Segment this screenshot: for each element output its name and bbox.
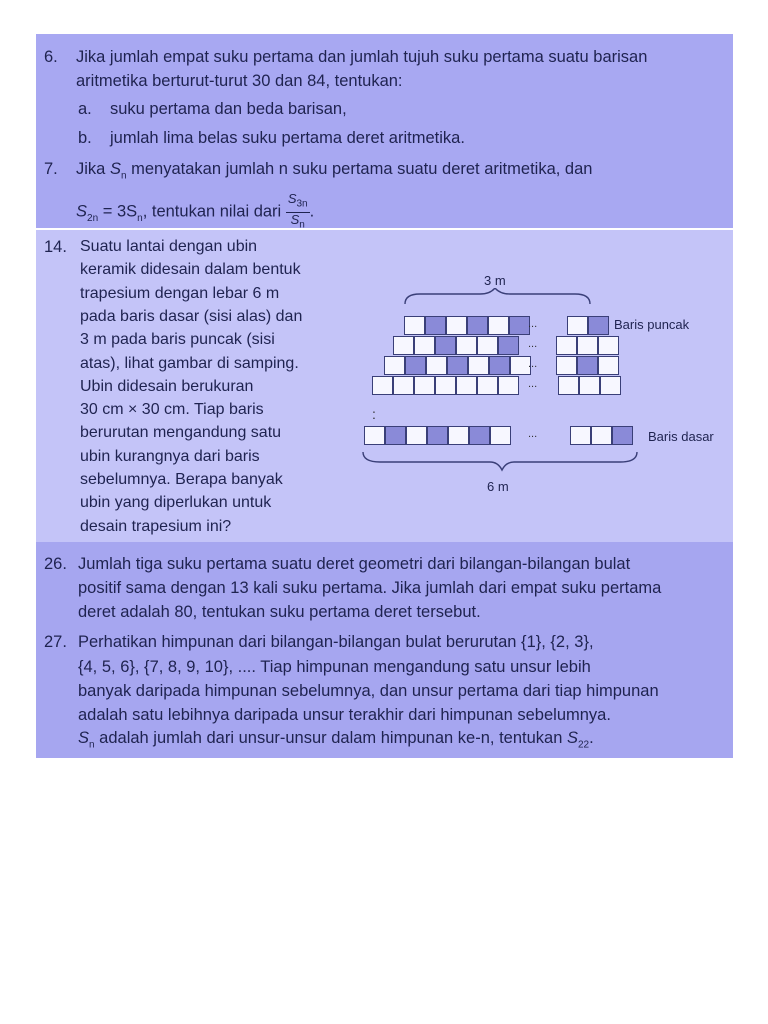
tile bbox=[427, 426, 448, 445]
q7-frac-num-var: S bbox=[287, 191, 297, 206]
q27-var-s: S bbox=[78, 729, 90, 747]
q14-line: pada baris dasar (sisi alas) dan bbox=[80, 307, 303, 325]
tile-row-left bbox=[393, 336, 519, 355]
q7-frac-num-sub: 3n bbox=[296, 198, 308, 210]
q14-line: sebelumnya. Berapa banyak bbox=[80, 471, 283, 488]
q27-end-var: S bbox=[566, 729, 578, 747]
tile bbox=[435, 376, 456, 395]
tile bbox=[570, 426, 591, 445]
tile bbox=[489, 356, 510, 375]
tile-row-left bbox=[404, 316, 530, 335]
tile bbox=[426, 356, 447, 375]
tile bbox=[477, 336, 498, 355]
q7-frac-den-sub: n bbox=[299, 219, 305, 231]
q7-number: 7. bbox=[44, 160, 58, 178]
q7-var-s: S bbox=[109, 160, 121, 178]
top-row-label: Baris puncak bbox=[614, 317, 690, 332]
tile-row-right bbox=[567, 316, 609, 335]
q14-line: atas), lihat gambar di samping. bbox=[80, 354, 299, 372]
q7-fraction bbox=[286, 192, 310, 232]
tile bbox=[498, 376, 519, 395]
tile bbox=[448, 426, 469, 445]
tile bbox=[468, 356, 489, 375]
tile bbox=[567, 316, 588, 335]
q7-frac-numerator bbox=[286, 192, 310, 213]
q27-ask: adalah jumlah dari unsur-unsur dalam himpunan ke-n, tentukan bbox=[99, 729, 563, 747]
tile bbox=[579, 376, 600, 395]
q26-line-3: deret adalah 80, tentukan suku pertama deret tersebut. bbox=[78, 603, 481, 621]
tile bbox=[384, 356, 405, 375]
tile bbox=[404, 316, 425, 335]
q7-ask: , tentukan nilai dari bbox=[142, 202, 282, 221]
tile bbox=[469, 426, 490, 445]
q7-frac-denominator bbox=[286, 213, 310, 233]
vertical-ellipsis: : bbox=[372, 406, 376, 422]
row-ellipsis: ... bbox=[528, 358, 538, 370]
q7-line-1 bbox=[76, 158, 592, 187]
q7-frac-den-var: S bbox=[290, 211, 300, 227]
q27-line-2: {4, 5, 6}, {7, 8, 9, 10}, .... Tiap himpunan mengandung satu unsur lebih bbox=[78, 658, 591, 676]
q27-line-4: adalah satu lebihnya daripada unsur terakhir dari himpunan sebelumnya. bbox=[78, 706, 611, 724]
bottom-row-label: Baris dasar bbox=[648, 429, 714, 444]
bottom-brace bbox=[360, 450, 650, 472]
q27-line-5 bbox=[78, 727, 594, 756]
tile bbox=[385, 426, 406, 445]
tile-row-left bbox=[364, 426, 511, 445]
q7-text-post: menyatakan jumlah n suku pertama suatu deret aritmetika, dan bbox=[131, 160, 593, 178]
q14-line: Ubin didesain berukuran bbox=[80, 377, 254, 395]
tile bbox=[588, 316, 609, 335]
q27-end: . bbox=[589, 729, 594, 747]
q27-line-3: banyak daripada himpunan sebelumnya, dan unsur pertama dari tiap himpunan bbox=[78, 682, 659, 700]
tile bbox=[425, 316, 446, 335]
row-ellipsis: ... bbox=[528, 378, 538, 390]
q27-number: 27. bbox=[44, 633, 67, 651]
q6-line-1: Jika jumlah empat suku pertama dan jumlah tujuh suku pertama suatu barisan bbox=[76, 48, 648, 66]
q7-mid: = 3S bbox=[102, 202, 138, 221]
tile bbox=[577, 336, 598, 355]
q7-lhs-sub: 2n bbox=[87, 212, 99, 224]
q7-mid-sub: n bbox=[137, 212, 143, 224]
q6-a-text: suku pertama dan beda barisan, bbox=[110, 100, 347, 118]
tile bbox=[591, 426, 612, 445]
q7-var-sub: n bbox=[120, 170, 127, 182]
q26-line-1: Jumlah tiga suku pertama suatu deret geometri dari bilangan-bilangan bulat bbox=[78, 555, 631, 573]
tile bbox=[498, 336, 519, 355]
row-ellipsis: ... bbox=[528, 428, 538, 440]
top-width-label: 3 m bbox=[484, 273, 506, 288]
q14-line: Suatu lantai dengan ubin bbox=[80, 238, 258, 255]
q27-end-sub: 22 bbox=[577, 739, 590, 751]
tile bbox=[414, 336, 435, 355]
q14-line: berurutan mengandung satu bbox=[80, 424, 282, 442]
tile bbox=[405, 356, 426, 375]
tile-row-left bbox=[384, 356, 531, 375]
q14-line: trapesium dengan lebar 6 m bbox=[80, 284, 280, 302]
row-ellipsis: ... bbox=[528, 338, 538, 350]
q14-line: ubin kurangnya dari baris bbox=[80, 447, 260, 465]
tile bbox=[600, 376, 621, 395]
q26-number: 26. bbox=[44, 555, 67, 573]
tile-row-right bbox=[556, 336, 619, 355]
tile bbox=[558, 376, 579, 395]
q6-b-text: jumlah lima belas suku pertama deret aritmetika. bbox=[110, 129, 465, 147]
row-ellipsis: ... bbox=[528, 318, 538, 330]
tile bbox=[393, 376, 414, 395]
tile-row-left bbox=[372, 376, 519, 395]
q7-end: . bbox=[309, 202, 315, 221]
q14-line: desain trapesium ini? bbox=[80, 517, 232, 535]
tile bbox=[456, 376, 477, 395]
tile bbox=[435, 336, 456, 355]
top-brace bbox=[360, 288, 600, 308]
q6-number: 6. bbox=[44, 48, 58, 66]
q7-lhs: S bbox=[76, 202, 88, 221]
bottom-width-label: 6 m bbox=[487, 479, 509, 494]
q7-line-2 bbox=[76, 192, 314, 232]
q7-text-pre: Jika bbox=[76, 160, 106, 178]
tile bbox=[364, 426, 385, 445]
tile bbox=[598, 356, 619, 375]
tile bbox=[598, 336, 619, 355]
tile bbox=[577, 356, 598, 375]
tile bbox=[488, 316, 509, 335]
tile bbox=[372, 376, 393, 395]
trapezoid-tile-diagram bbox=[360, 270, 730, 500]
tile bbox=[393, 336, 414, 355]
tile bbox=[446, 316, 467, 335]
q27-var-sub: n bbox=[89, 739, 95, 751]
tile-row-right bbox=[556, 356, 619, 375]
q6-b-label: b. bbox=[78, 129, 92, 147]
tile bbox=[456, 336, 477, 355]
tile bbox=[447, 356, 468, 375]
q14-line: 30 cm × 30 cm. Tiap baris bbox=[80, 401, 264, 419]
tile-row-right bbox=[558, 376, 621, 395]
tile bbox=[414, 376, 435, 395]
tile bbox=[467, 316, 488, 335]
tile bbox=[556, 336, 577, 355]
tile bbox=[556, 356, 577, 375]
q27-line-1: Perhatikan himpunan dari bilangan-bilangan bulat berurutan {1}, {2, 3}, bbox=[78, 633, 594, 651]
tile bbox=[406, 426, 427, 445]
q14-line: keramik didesain dalam bentuk bbox=[80, 261, 301, 279]
tile bbox=[612, 426, 633, 445]
tile-row-right bbox=[570, 426, 633, 445]
q6-a-label: a. bbox=[78, 100, 92, 118]
q14-line: 3 m pada baris puncak (sisi bbox=[80, 331, 275, 349]
q14-line: ubin yang diperlukan untuk bbox=[80, 494, 272, 512]
q26-line-2: positif sama dengan 13 kali suku pertama. Jika jumlah dari empat suku pertama bbox=[78, 579, 662, 597]
q6-line-2: aritmetika berturut-turut 30 dan 84, tentukan: bbox=[76, 72, 403, 90]
tile bbox=[490, 426, 511, 445]
tile bbox=[477, 376, 498, 395]
q14-number: 14. bbox=[44, 238, 67, 256]
tile bbox=[509, 316, 530, 335]
